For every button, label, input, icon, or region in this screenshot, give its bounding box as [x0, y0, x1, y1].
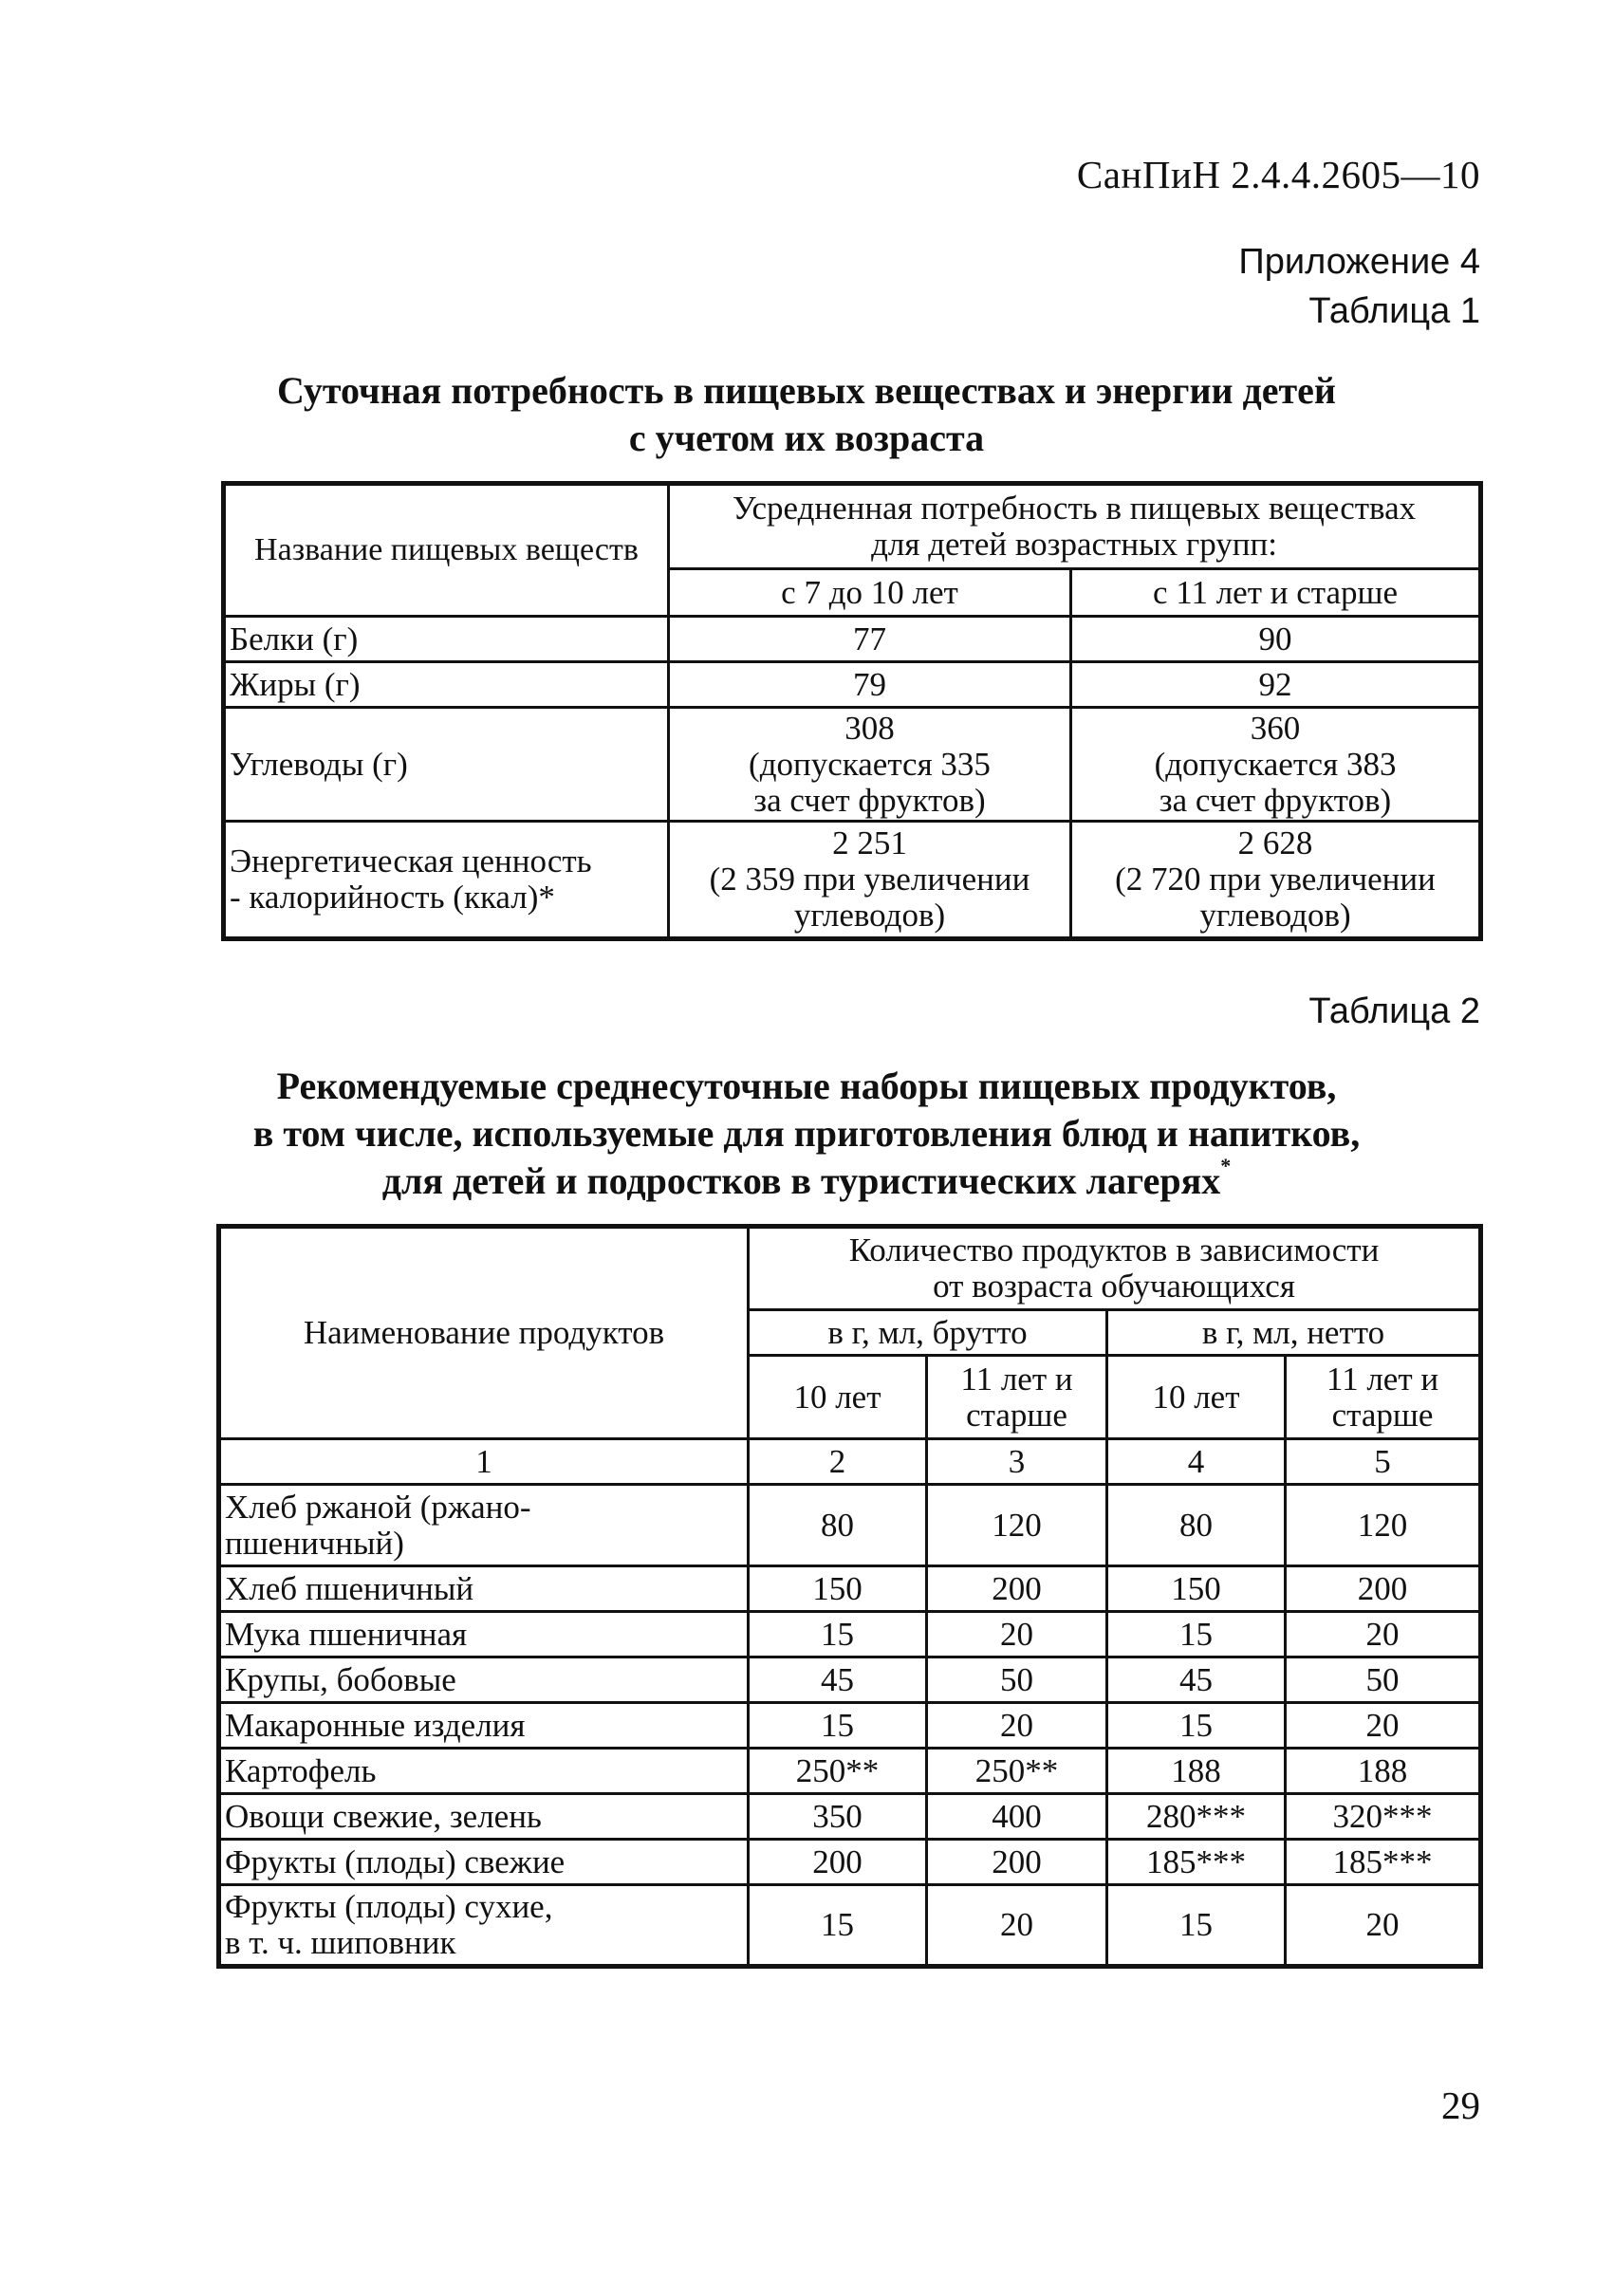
- product-quantity: 200: [927, 1840, 1107, 1885]
- table1-title-line2: с учетом их возраста: [628, 417, 985, 459]
- table-row: [224, 708, 1481, 822]
- product-name: [219, 1840, 749, 1885]
- cell-line: Фрукты (плоды) сухие,: [225, 1888, 553, 1925]
- product-quantity: 20: [927, 1885, 1107, 1967]
- product-name-header: Наименование продуктов: [219, 1227, 749, 1439]
- value-age-7-10: [669, 822, 1071, 939]
- product-quantity: 350: [749, 1794, 927, 1840]
- cell-line: (2 720 при увеличении: [1115, 861, 1436, 898]
- gross-age-11-line2: старше: [966, 1396, 1067, 1434]
- product-quantity: 20: [1286, 1612, 1481, 1657]
- product-quantity: 80: [1107, 1485, 1286, 1566]
- product-quantity: 150: [1107, 1566, 1286, 1612]
- cell-line: (допускается 383: [1154, 745, 1397, 783]
- product-quantity: 50: [1286, 1657, 1481, 1703]
- product-name: [219, 1749, 749, 1794]
- page-number: 29: [1441, 2083, 1480, 2127]
- cell-line: углеводов): [793, 897, 946, 934]
- value-age-7-10: [669, 617, 1071, 662]
- nutrient-name: [224, 708, 669, 822]
- quantity-header-line2: от возраста обучающихся: [933, 1268, 1295, 1305]
- product-quantity: 188: [1286, 1749, 1481, 1794]
- average-need-header: [669, 484, 1481, 569]
- product-quantity: 15: [749, 1703, 927, 1749]
- cell-line: Хлеб пшеничный: [225, 1569, 474, 1607]
- product-name: [219, 1703, 749, 1749]
- net-age-11-line2: старше: [1331, 1396, 1434, 1434]
- cell-line: 360: [1250, 709, 1301, 747]
- product-quantity: 20: [1286, 1885, 1481, 1967]
- net-age-11-plus-header: [1286, 1356, 1481, 1439]
- table-row: [219, 1840, 1481, 1885]
- cell-line: Крупы, бобовые: [225, 1660, 456, 1698]
- cell-line: 77: [853, 620, 886, 657]
- table-row: [219, 1703, 1481, 1749]
- table-row: [219, 1485, 1481, 1566]
- cell-line: Жиры (г): [230, 665, 361, 703]
- column-number: 1: [219, 1439, 749, 1485]
- gross-header: в г, мл, брутто: [749, 1310, 1107, 1356]
- nutrient-name: [224, 822, 669, 939]
- table-row: [219, 1612, 1481, 1657]
- product-quantity: 120: [927, 1485, 1107, 1566]
- cell-line: Фрукты (плоды) свежие: [225, 1842, 566, 1880]
- product-name: [219, 1657, 749, 1703]
- title-footnote-mark: *: [1220, 1154, 1232, 1177]
- product-name: [219, 1794, 749, 1840]
- cell-line: (2 359 при увеличении: [709, 861, 1030, 898]
- table-row: [224, 617, 1481, 662]
- age-group-11-plus-header: с 11 лет и старше: [1071, 569, 1481, 617]
- value-age-11-plus: [1071, 662, 1481, 708]
- product-quantity: 320***: [1286, 1794, 1481, 1840]
- product-quantity: 150: [749, 1566, 927, 1612]
- product-quantity: 50: [927, 1657, 1107, 1703]
- product-name: [219, 1485, 749, 1566]
- table2-title-line2: в том числе, используемые для приготовления блюд и напитков,: [252, 1112, 1361, 1155]
- appendix-label: Приложение 4: [1238, 242, 1480, 282]
- cell-line: 308: [844, 709, 895, 747]
- product-quantity: 120: [1286, 1485, 1481, 1566]
- cell-line: Макаронные изделия: [225, 1706, 526, 1744]
- table-row: [219, 1657, 1481, 1703]
- value-age-11-plus: [1071, 617, 1481, 662]
- net-age-11-line1: 11 лет и: [1326, 1360, 1439, 1398]
- cell-line: за счет фруктов): [753, 781, 986, 819]
- product-quantity: 250**: [749, 1749, 927, 1794]
- cell-line: 92: [1258, 665, 1292, 703]
- product-quantity: 20: [927, 1612, 1107, 1657]
- quantity-header-line1: Количество продуктов в зависимости: [848, 1231, 1380, 1268]
- product-name: [219, 1885, 749, 1967]
- value-age-11-plus: [1071, 822, 1481, 939]
- product-quantity: 80: [749, 1485, 927, 1566]
- table-row: [224, 662, 1481, 708]
- product-quantity: 15: [1107, 1612, 1286, 1657]
- product-quantity: 250**: [927, 1749, 1107, 1794]
- product-quantity: 15: [749, 1612, 927, 1657]
- net-age-10-header: 10 лет: [1107, 1356, 1286, 1439]
- cell-line: Хлеб ржаной (ржано-: [225, 1488, 531, 1526]
- net-header: в г, мл, нетто: [1107, 1310, 1481, 1356]
- product-name: [219, 1612, 749, 1657]
- column-number: 2: [749, 1439, 927, 1485]
- cell-line: (допускается 335: [749, 745, 991, 783]
- cell-line: Белки (г): [230, 620, 359, 657]
- table1-label: Таблица 1: [1308, 291, 1480, 331]
- product-quantity: 20: [927, 1703, 1107, 1749]
- cell-line: Овощи свежие, зелень: [225, 1797, 542, 1835]
- cell-line: - калорийность (ккал)*: [230, 879, 555, 916]
- gross-age-11-plus-header: [927, 1356, 1107, 1439]
- table1-title: [190, 367, 1423, 462]
- nutrient-name-header: Название пищевых веществ: [224, 484, 669, 617]
- product-quantity: 200: [927, 1566, 1107, 1612]
- gross-age-10-header: 10 лет: [749, 1356, 927, 1439]
- column-number: 4: [1107, 1439, 1286, 1485]
- table-row: [219, 1794, 1481, 1840]
- age-group-7-10-header: с 7 до 10 лет: [669, 569, 1071, 617]
- product-quantity: 400: [927, 1794, 1107, 1840]
- cell-line: углеводов): [1199, 897, 1351, 934]
- table2-title: [190, 1063, 1423, 1205]
- column-number: 3: [927, 1439, 1107, 1485]
- cell-line: 90: [1258, 620, 1292, 657]
- product-quantity: 20: [1286, 1703, 1481, 1749]
- cell-line: Углеводы (г): [230, 745, 408, 783]
- nutrient-name: [224, 617, 669, 662]
- product-name: [219, 1566, 749, 1612]
- product-quantity: 185***: [1286, 1840, 1481, 1885]
- product-quantity: 188: [1107, 1749, 1286, 1794]
- table2-label: Таблица 2: [1308, 991, 1480, 1031]
- cell-line: 79: [853, 665, 886, 703]
- nutrient-needs-table: [221, 481, 1483, 941]
- table-row: [219, 1566, 1481, 1612]
- product-quantity: 200: [1286, 1566, 1481, 1612]
- cell-line: в т. ч. шиповник: [225, 1924, 456, 1961]
- nutrient-name: [224, 662, 669, 708]
- product-quantity: 200: [749, 1840, 927, 1885]
- table-row: [219, 1749, 1481, 1794]
- average-need-header-line2: для детей возрастных групп:: [871, 526, 1277, 563]
- table2-title-line3-text: для детей и подростков в туристических лагерях: [381, 1159, 1221, 1202]
- cell-line: Энергетическая ценность: [230, 842, 592, 880]
- product-quantity: 15: [749, 1885, 927, 1967]
- table-row: [224, 822, 1481, 939]
- table2-title-line1: Рекомендуемые среднесуточные наборы пищевых продуктов,: [276, 1065, 1337, 1107]
- product-quantity: 280***: [1107, 1794, 1286, 1840]
- product-quantity: 15: [1107, 1885, 1286, 1967]
- column-number-row: [219, 1439, 1481, 1485]
- column-number: 5: [1286, 1439, 1481, 1485]
- value-age-11-plus: [1071, 708, 1481, 822]
- cell-line: Картофель: [225, 1751, 377, 1789]
- product-quantity: 15: [1107, 1703, 1286, 1749]
- cell-line: за счет фруктов): [1159, 781, 1392, 819]
- cell-line: 2 628: [1237, 824, 1313, 861]
- product-quantity: 45: [1107, 1657, 1286, 1703]
- table2-title-line3: [190, 1154, 1423, 1205]
- value-age-7-10: [669, 662, 1071, 708]
- average-need-header-line1: Усредненная потребность в пищевых веществах: [732, 490, 1417, 527]
- cell-line: Мука пшеничная: [225, 1615, 468, 1653]
- value-age-7-10: [669, 708, 1071, 822]
- quantity-header: [749, 1227, 1481, 1310]
- product-quantity: 45: [749, 1657, 927, 1703]
- cell-line: пшеничный): [225, 1524, 404, 1562]
- gross-age-11-line1: 11 лет и: [960, 1360, 1073, 1398]
- cell-line: 2 251: [832, 824, 907, 861]
- table1-title-line1: Суточная потребность в пищевых веществах и энергии детей: [277, 369, 1336, 412]
- food-sets-table: [216, 1224, 1483, 1969]
- table-row: [219, 1885, 1481, 1967]
- document-code: СанПиН 2.4.4.2605—10: [1076, 153, 1480, 196]
- product-quantity: 185***: [1107, 1840, 1286, 1885]
